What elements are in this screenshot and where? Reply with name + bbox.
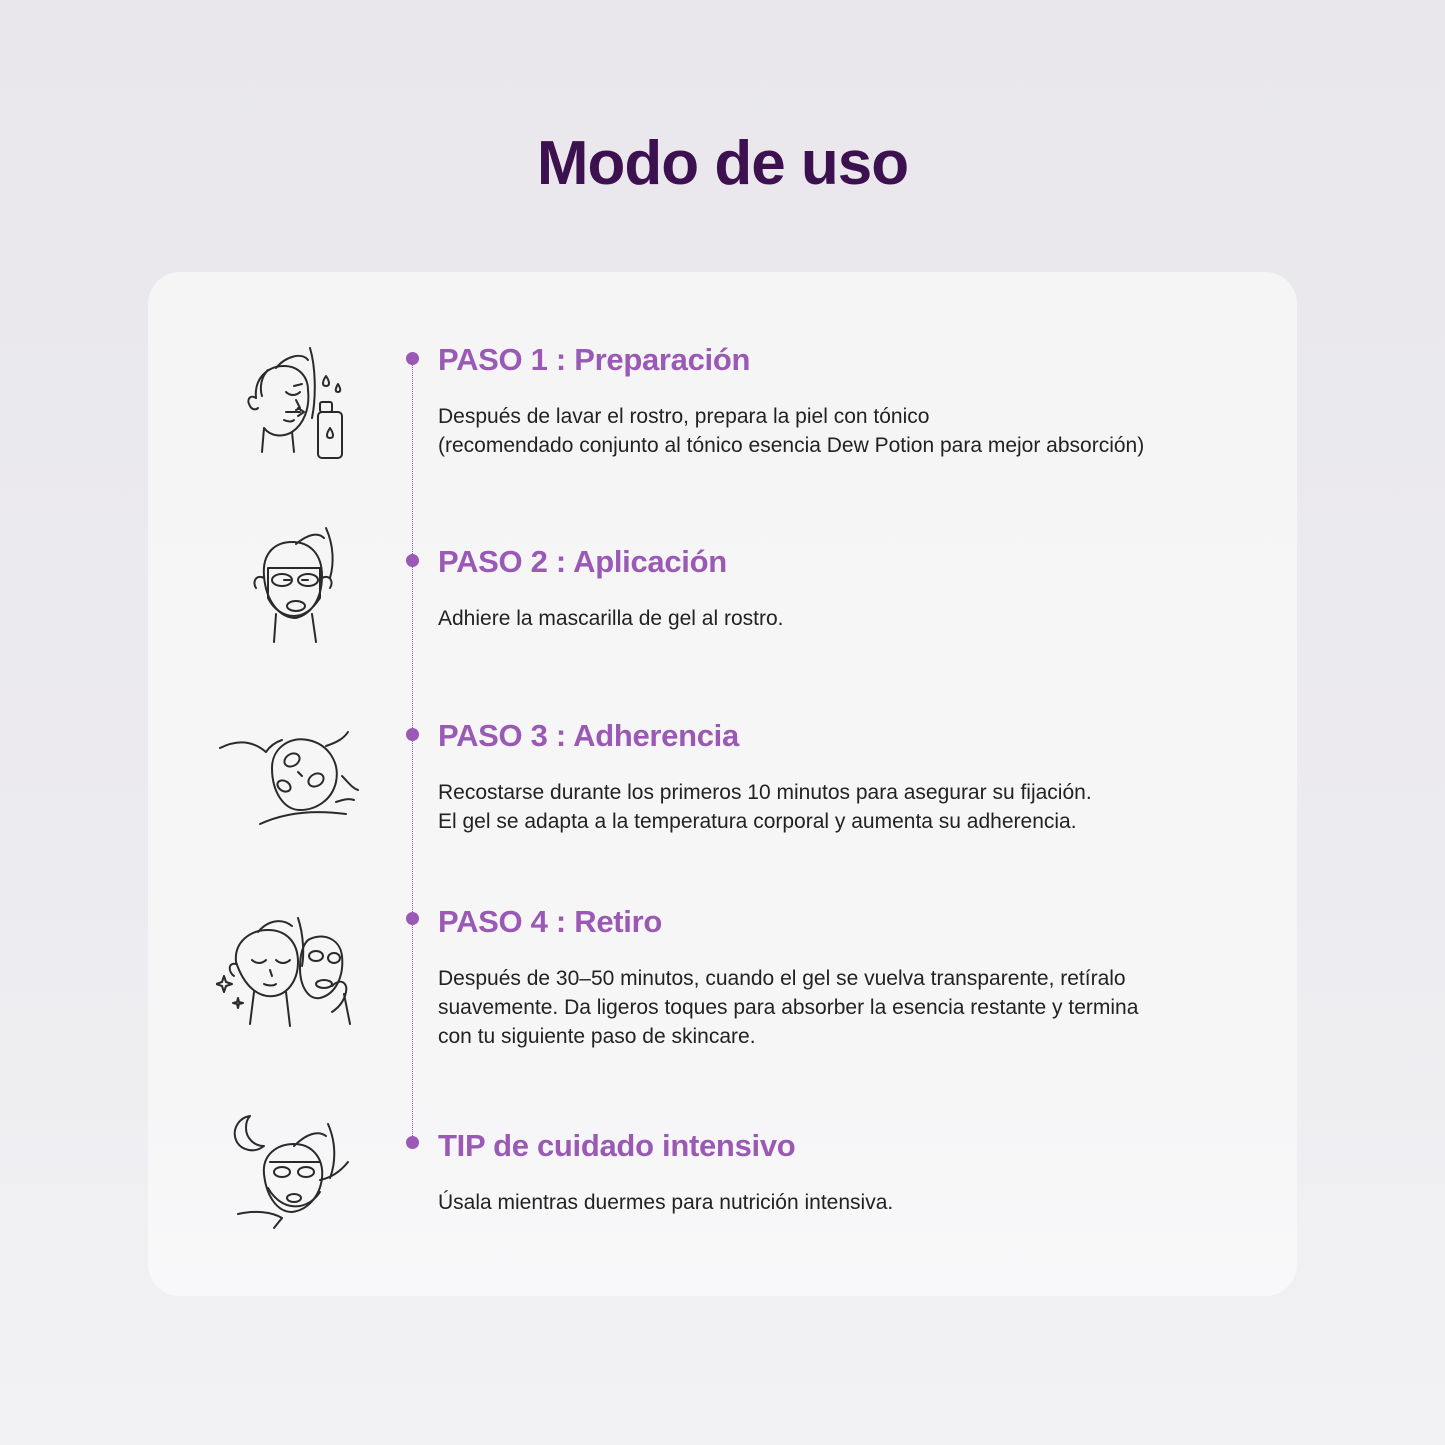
step-tip-description: Úsala mientras duermes para nutrición intensiva. [438, 1191, 894, 1214]
step-2-description: Adhiere la mascarilla de gel al rostro. [438, 607, 784, 630]
step-4-description: Después de 30–50 minutos, cuando el gel se vuelva transparente, retíralo suavemente. Da ligeros toques para absorber la esencia restante y termina con tu siguiente paso de skincare. [438, 967, 1139, 1048]
lying-mask-icon [216, 718, 366, 848]
face-mask-apply-icon [216, 522, 366, 652]
step-tip-title: TIP de cuidado intensivo [438, 1128, 796, 1163]
step-2-dot [406, 554, 419, 567]
page-title: Modo de uso [536, 129, 909, 198]
step-3-title: PASO 3 : Adherencia [438, 718, 739, 753]
step-1-dot [406, 352, 419, 365]
usage-card [148, 272, 1297, 1296]
step-1-description: Después de lavar el rostro, prepara la piel con tónico (recomendado conjunto al tónico esencia Dew Potion para mejor absorción) [438, 405, 1145, 457]
mask-removal-icon [216, 906, 366, 1036]
step-4-dot [406, 912, 419, 925]
night-mask-icon [216, 1102, 366, 1232]
step-1-title: PASO 1 : Preparación [438, 342, 751, 377]
step-3-dot [406, 728, 419, 741]
step-3-description: Recostarse durante los primeros 10 minutos para asegurar su fijación. El gel se adapta a la temperatura corporal y aumenta su adherencia. [438, 781, 1092, 833]
face-toner-icon [216, 338, 366, 468]
step-4-title: PASO 4 : Retiro [438, 904, 663, 939]
timeline-line [412, 358, 413, 1138]
step-2-title: PASO 2 : Aplicación [438, 544, 727, 579]
step-tip-dot [406, 1136, 419, 1149]
